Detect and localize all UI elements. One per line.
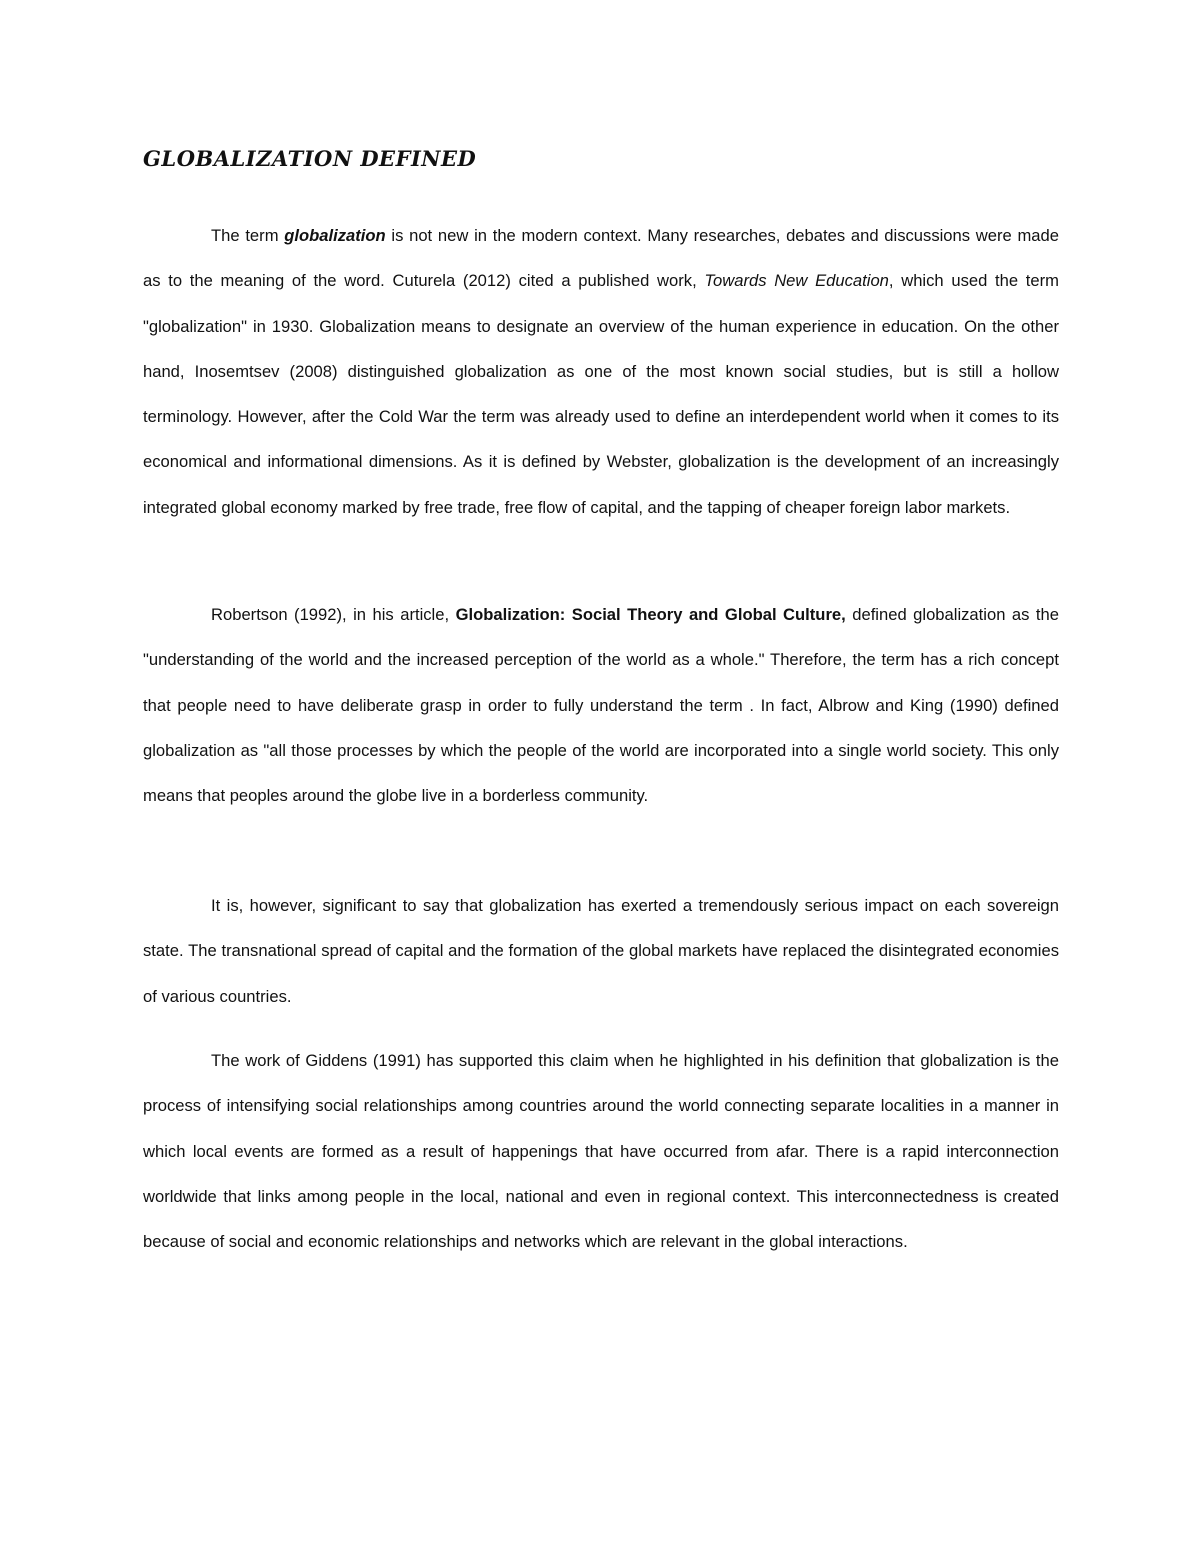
cited-work-title: Towards New Education (704, 271, 889, 291)
text-run: , which used the term "globalization" in 1930. Globalization means to designate an overview of the human experience in education. On the other hand, Inosemtsev (2008) distinguished globalization as one of the most known social studies, but is still a hollow terminology. However, after the Cold War the term was already used to define an interdependent world when it comes to its economical and informational dimensions. As it is defined by Webster, globalization is the development of an increasingly integrated global economy marked by free trade, free flow of capital, and the tapping of cheaper foreign labor markets. (143, 271, 1059, 517)
text-run: Robertson (1992), in his article, (211, 605, 456, 624)
emphasized-term: globalization (284, 226, 386, 245)
paragraph-2 (143, 592, 1059, 818)
cited-article-title: Globalization: Social Theory and Global Culture, (455, 605, 846, 624)
text-run: is not new in the modern context. Many researches, debates and discussions were made as to the meaning of the word. Cuturela (2012) cited a published work, (143, 226, 1059, 291)
paragraph-4 (143, 1038, 1059, 1264)
paragraph-3 (143, 883, 1059, 1019)
paragraph-1 (143, 213, 1059, 530)
text-run: The term (211, 226, 285, 245)
text-run: The work of Giddens (1991) has supported this claim when he highlighted in his definition that globalization is the process of intensifying social relationships among countries around the world connecting separate localities in a manner in which local events are formed as a result of happenings that have occurred from afar. There is a rapid interconnection worldwide that links among people in the local, national and even in regional context. This interconnectedness is created because of social and economic relationships and networks which are relevant in the global interactions. (143, 1051, 1059, 1252)
text-run: It is, however, significant to say that globalization has exerted a tremendously serious impact on each sovereign state. The transnational spread of capital and the formation of the global markets have replaced the disintegrated economies of various countries. (143, 896, 1059, 1006)
text-run: defined globalization as the "understanding of the world and the increased perception of the world as a whole." Therefore, the term has a rich concept that people need to have deliberate grasp in order to fully understand the term . In fact, Albrow and King (1990) defined globalization as "all those processes by which the people of the world are incorporated into a single world society. This only means that peoples around the globe live in a borderless community. (143, 605, 1059, 806)
document-title: GLOBALIZATION DEFINED (143, 146, 477, 171)
